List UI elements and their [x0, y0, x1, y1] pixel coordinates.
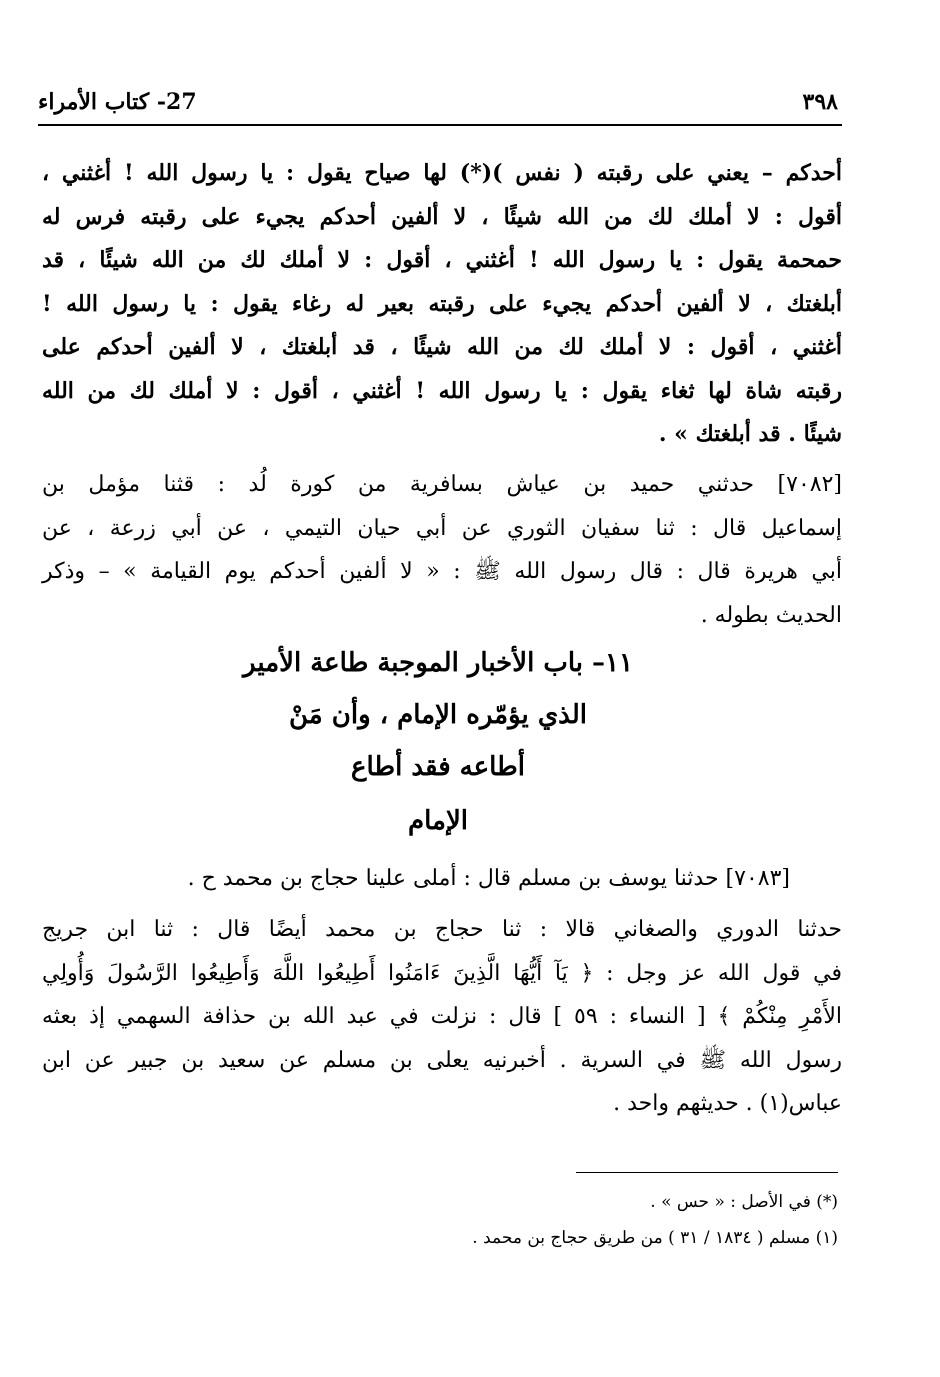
text-line: رسول الله ﷺ في السرية . أخبرنيه يعلى بن مسلم عن سعيد بن جبير عن ابن [42, 1047, 842, 1073]
footnote-1: (١) مسلم ( ١٨٣٤ / ٣١ ) من طريق حجاج بن محمد . [472, 1228, 838, 1248]
chapter-heading-line: أطاعه فقد أطاع [351, 752, 525, 782]
text-line: أغثني ، أقول : لا أملك لك من الله شيئًا ، قد أبلغتك ، لا ألفين أحدكم على [42, 334, 842, 360]
text-line: [٧٠٨٢] حدثني حميد بن عياش بسافرية من كورة لُد : قثنا مؤمل بن [42, 472, 842, 497]
text-line: عباس(١) . حديثهم واحد . [613, 1091, 842, 1116]
hadith-7082 [42, 463, 842, 637]
page-header [38, 84, 838, 120]
header-divider [38, 124, 842, 126]
footnote-star: (*) في الأصل : « حس » . [650, 1192, 838, 1212]
text-line: الأَمْرِ مِنْكُمْ ﴾ [ النساء : ٥٩ ] قال : نزلت في عبد الله بن حذافة السهمي إذ بعثه [42, 1004, 842, 1029]
paragraph-1 [42, 152, 842, 457]
hadith-7083-intro [30, 857, 790, 901]
text-line: الحديث بطوله . [700, 602, 842, 628]
text-line: أحدكم – يعني على رقبته ( نفس )(*) لها صياح يقول : يا رسول الله ! أغثني ، [42, 160, 842, 186]
chapter-heading-line: الذي يؤمّره الإمام ، وأن مَنْ [289, 700, 587, 730]
text-line: شيئًا . قد أبلغتك » . [658, 421, 842, 447]
text-line: حدثنا الدوري والصغاني قالا : ثنا حجاج بن محمد أيضًا قال : ثنا ابن جريج [42, 917, 842, 942]
text-line: إسماعيل قال : ثنا سفيان الثوري عن أبي حيان التيمي ، عن أبي زرعة ، عن [42, 515, 842, 541]
text-line: أبي هريرة قال : قال رسول الله ﷺ : « لا ألفين أحدكم يوم القيامة » – وذكر [42, 559, 842, 584]
book-title: 27- كتاب الأمراء [38, 89, 197, 115]
text-line: [٧٠٨٣] حدثنا يوسف بن مسلم قال : أملى علينا حجاج بن محمد ح . [187, 866, 790, 891]
page-number: ٣٩٨ [802, 89, 838, 115]
text-line: أقول : لا أملك لك من الله شيئًا ، لا ألفين أحدكم يجيء على رقبته فرس له [42, 203, 842, 230]
footnote-divider [576, 1172, 838, 1173]
text-line: أبلغتك ، لا ألفين أحدكم يجيء على رقبته بعير له رغاء يقول : يا رسول الله ! [42, 290, 842, 317]
text-line: حمحمة يقول : يا رسول الله ! أغثني ، أقول : لا أملك لك من الله شيئًا ، قد [42, 247, 842, 273]
chapter-heading-line: الإمام [408, 806, 468, 836]
quran-verse-line: في قول الله عز وجل : ﴿ يَآ أَيُّهَا الَّذِينَ ءَامَنُوا أَطِيعُوا اللَّهَ وَأَطِيعُوا الرَّسُولَ وَأُولِي [42, 960, 842, 986]
hadith-7083 [42, 908, 842, 1126]
chapter-heading-line: ١١– باب الأخبار الموجبة طاعة الأمير [243, 648, 633, 678]
text-line: رقبته شاة لها ثغاء يقول : يا رسول الله ! أغثني ، أقول : لا أملك لك من الله [42, 377, 842, 404]
